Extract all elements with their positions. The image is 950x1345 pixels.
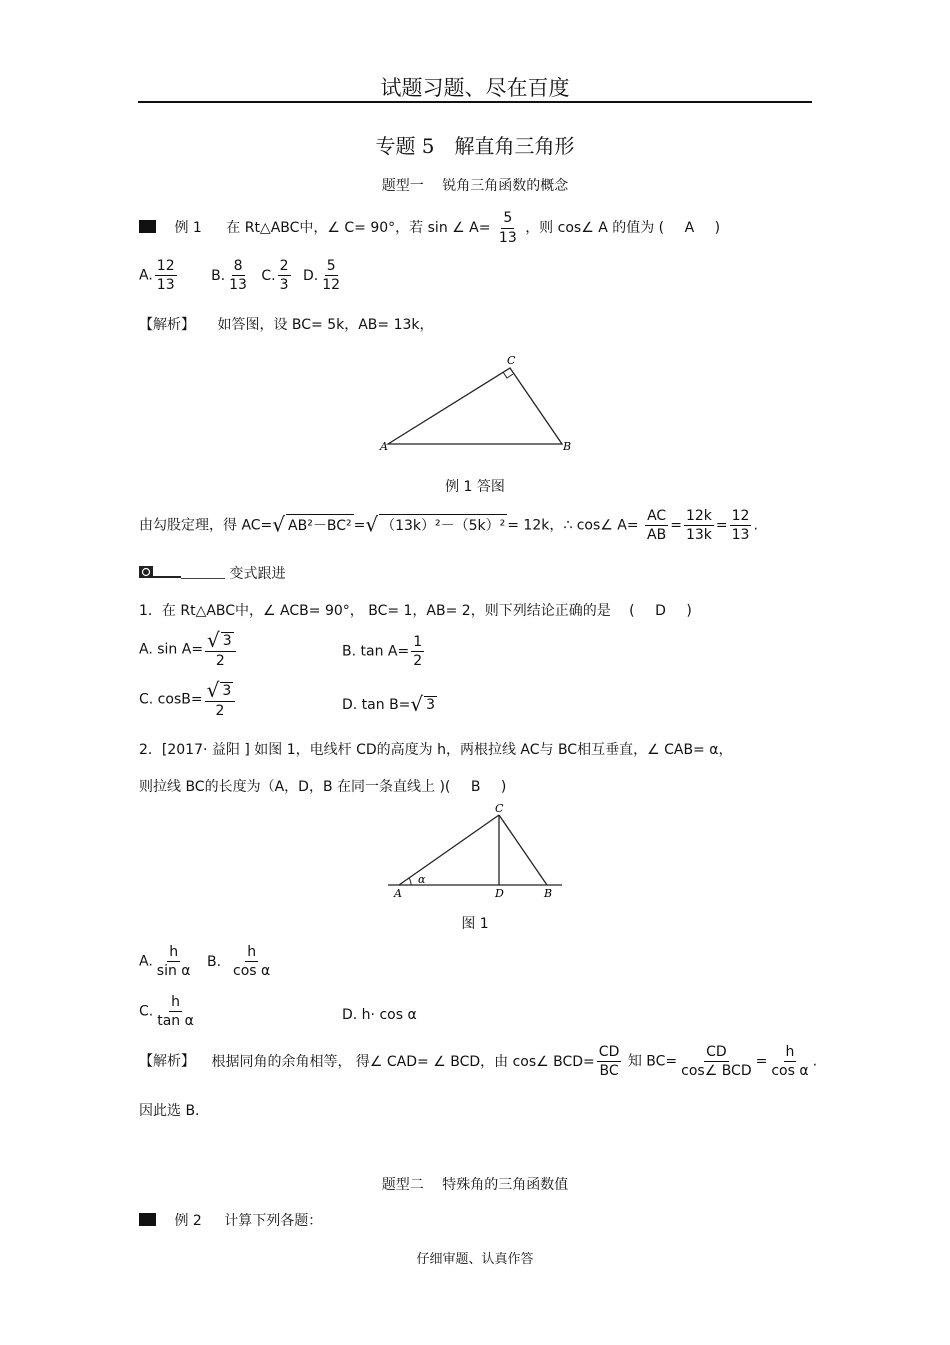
option-a-label: A.	[139, 267, 153, 284]
option-d-label: D.	[303, 267, 319, 284]
variant-label: 变式跟进	[229, 566, 286, 582]
q2-options-ab	[139, 944, 274, 979]
option-d-fraction: $\frac{5}{12}$	[322, 258, 341, 294]
q2-analysis-fraction-3: $\frac{h}{\text{cos α}}$	[771, 1044, 809, 1080]
q2-analysis-fraction-1: $\frac{CD}{BC}$	[598, 1044, 620, 1080]
variant-badge-icon	[139, 566, 225, 580]
example-1-question	[139, 208, 720, 248]
option-a-fraction: $\frac{12}{13}$	[156, 258, 175, 294]
analysis-label: 【解析】	[139, 317, 195, 333]
vertex-b-label: B	[563, 440, 572, 453]
q2-analysis-fraction-2: $\frac{CD}{\text{cos∠ BCD}}$	[681, 1044, 752, 1080]
example-1-options	[139, 258, 344, 293]
page-header-title: 试题习题、尽在百度	[380, 76, 570, 100]
q1-option-a-fraction: $\frac{√ 3}{2}$	[205, 630, 236, 669]
question-2-line-2	[139, 776, 506, 796]
variant-section-header	[139, 563, 285, 583]
option-b-label: B.	[211, 267, 226, 284]
example-1-text-b: ，则 cos∠ A 的值为 (	[525, 220, 665, 236]
q2-analysis-text-a: 根据同角的余角相等， 得∠ CAD= ∠ BCD，由 cos∠ BCD=	[211, 1053, 595, 1070]
section-heading-2: 题型二 特殊角的三角函数值	[381, 1177, 569, 1193]
equals-sign: =	[755, 1053, 768, 1070]
period: .	[753, 517, 758, 534]
q1-option-a	[139, 630, 238, 669]
sqrt-icon: √	[272, 512, 286, 537]
option-c-label: C.	[261, 267, 276, 284]
option-c-fraction: $\frac{2}{3}$	[279, 258, 289, 294]
figure-1-caption: 图 1	[461, 916, 489, 932]
q2-conclusion: 因此选 B.	[139, 1103, 200, 1119]
equals-sign: =	[670, 517, 682, 534]
period: .	[812, 1053, 818, 1070]
q2-line2-text: 则拉线 BC的长度为（A，D，B 在同一条直线上 )(	[139, 779, 451, 795]
q2-option-c-label: C.	[139, 1003, 154, 1020]
sqrt-icon: √	[207, 628, 220, 652]
pyth-root-1: AB²－BC²	[286, 514, 354, 535]
q1-option-c-text: C. cosB=	[139, 691, 203, 708]
q2-option-c-fraction: $\frac{h}{\text{tan α}}$	[157, 994, 194, 1030]
vertex-c-label: C	[507, 354, 516, 367]
q2-option-a-label: A.	[139, 953, 153, 970]
q2-analysis-text-b: 知 BC=	[627, 1053, 678, 1070]
fig1-vertex-a: A	[394, 887, 402, 900]
sqrt-icon: √	[206, 678, 220, 702]
q1-close: )	[686, 603, 692, 619]
example-marker-icon	[139, 1213, 156, 1226]
example-2-question	[139, 1210, 322, 1230]
section-heading-1: 题型一 锐角三角函数的概念	[381, 178, 569, 194]
sqrt-icon: √	[365, 512, 379, 537]
example-1-fraction: $\frac{5}{13}$	[498, 210, 517, 246]
example-1-figure-caption: 例 1 答图	[445, 479, 505, 495]
example-1-close: )	[714, 220, 721, 236]
example-2-label: 例 2	[174, 1213, 202, 1229]
q1-option-b	[342, 634, 426, 669]
pyth-text-c: = 12k，∴ cos∠ A=	[507, 517, 639, 534]
pyth-root-2: （13k）²－（5k）²	[379, 514, 507, 535]
q2-analysis-label: 【解析】	[139, 1053, 195, 1070]
q1-option-c	[139, 680, 237, 719]
vertex-a-label: A	[380, 440, 388, 453]
document-title: 专题 5 解直角三角形	[375, 134, 575, 158]
example-1-answer: A	[684, 220, 695, 236]
cos-fraction-2: $\frac{12k}{13k}$	[685, 508, 712, 544]
example-1-triangle-figure	[370, 350, 580, 460]
header-divider	[138, 101, 812, 103]
q1-option-b-fraction: $\frac{1}{2}$	[413, 634, 423, 670]
question-2-line-1: 2．[2017· 益阳 ] 如图 1，电线杆 CD的高度为 h，两根拉线 AC与 BC相互垂直，∠ CAB= α，	[139, 742, 733, 758]
equals-sign: =	[715, 517, 728, 534]
q2-analysis	[139, 1044, 817, 1079]
example-1-text: 在 Rt△ABC中，∠ C= 90°，若 sin ∠ A=	[226, 220, 491, 236]
page-footer: 仔细审题、认真作答	[416, 1252, 534, 1267]
analysis-text: 如答图，设 BC= 5k，AB= 13k，	[217, 317, 434, 333]
q1-option-d-text: D. tan B=	[342, 697, 411, 713]
example-marker-icon	[139, 220, 156, 233]
fig1-vertex-c: C	[495, 802, 504, 815]
q1-answer: D	[655, 603, 666, 619]
q2-close: )	[500, 779, 507, 795]
pythagorean-solution	[139, 508, 758, 543]
q1-option-b-text: B. tan A=	[342, 643, 410, 660]
sqrt-icon: √	[410, 692, 424, 716]
fig1-vertex-b: B	[544, 887, 553, 900]
q1-stem-text: 1．在 Rt△ABC中，∠ ACB= 90°， BC= 1，AB= 2，则下列结论正确的是 (	[139, 603, 635, 619]
example-1-analysis	[139, 314, 434, 334]
q2-option-c	[139, 994, 198, 1029]
pyth-text-a: 由勾股定理，得 AC=	[139, 517, 273, 534]
q1-option-d	[342, 694, 437, 714]
fig1-alpha: α	[418, 873, 426, 886]
q2-answer: B	[470, 779, 481, 795]
cos-fraction-3: $\frac{12}{13}$	[731, 508, 750, 544]
q1-option-a-text: A. sin A=	[139, 641, 204, 658]
cos-fraction-1: $\frac{AC}{AB}$	[647, 508, 667, 544]
pyth-text-b: =	[353, 517, 366, 534]
example-1-label: 例 1	[174, 220, 202, 236]
q1-option-d-root: 3	[426, 697, 436, 713]
figure-1-pole-diagram	[380, 800, 570, 900]
option-b-fraction: $\frac{8}{13}$	[229, 258, 247, 294]
question-1-stem	[139, 600, 692, 620]
q2-option-d: D. h· cos α	[342, 1007, 417, 1023]
fig1-vertex-d: D	[495, 887, 504, 900]
example-2-text: 计算下列各题：	[224, 1213, 323, 1229]
q2-option-a-fraction: $\frac{h}{\text{sin α}}$	[156, 944, 191, 980]
q2-option-b-label: B.	[206, 953, 222, 970]
q1-option-c-fraction: $\frac{√ 3}{2}$	[205, 680, 236, 719]
q2-option-b-fraction: $\frac{h}{\text{cos α}}$	[233, 944, 271, 980]
